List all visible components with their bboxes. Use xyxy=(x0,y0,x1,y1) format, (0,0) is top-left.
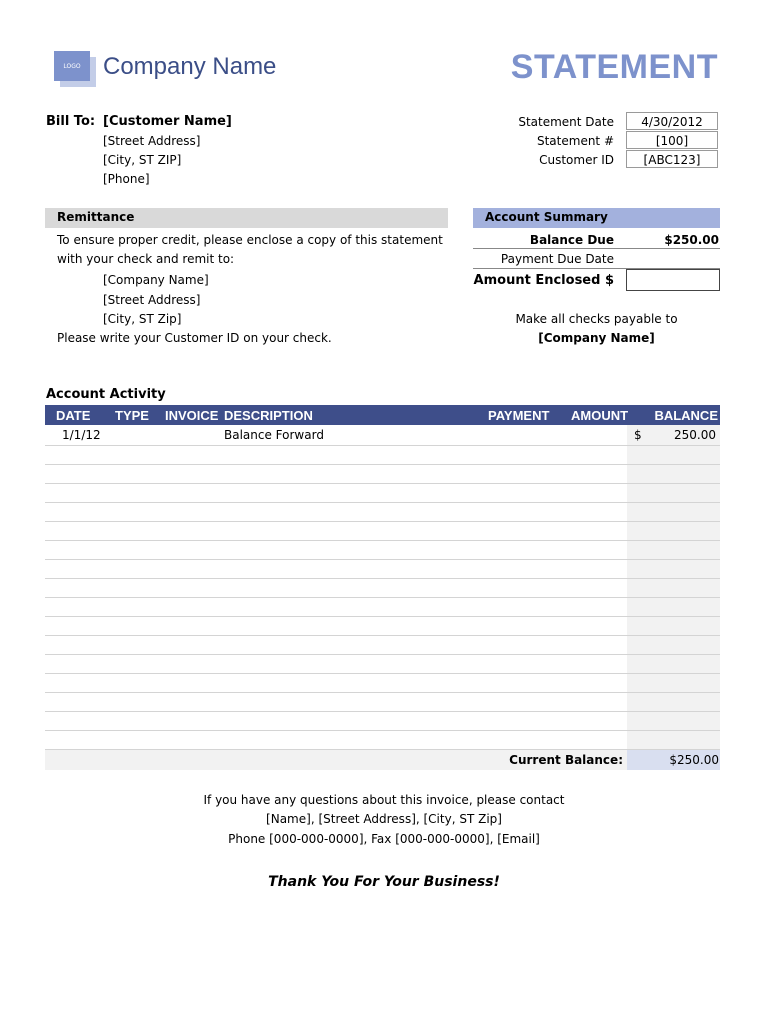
company-name: Company Name xyxy=(103,53,277,80)
balance-due-label: Balance Due xyxy=(529,233,614,247)
current-balance-label: Current Balance: xyxy=(509,753,623,767)
remittance-header xyxy=(45,208,448,228)
thank-you: Thank You For Your Business! xyxy=(268,874,500,890)
logo-icon: LOGO xyxy=(54,51,90,81)
remit-street: [Street Address] xyxy=(103,293,201,307)
amount-enclosed-field[interactable] xyxy=(626,269,720,291)
table-row xyxy=(45,540,720,541)
remittance-title: Remittance xyxy=(57,210,135,224)
statement-number-label: Statement # xyxy=(536,134,614,148)
contact-line3: Phone [000-000-0000], Fax [000-000-0000], [Email] xyxy=(228,832,540,846)
statement-date-label: Statement Date xyxy=(518,115,614,129)
amount-enclosed-label: Amount Enclosed $ xyxy=(473,273,614,288)
table-row xyxy=(45,730,720,731)
table-row xyxy=(45,483,720,484)
table-row xyxy=(45,711,720,712)
customer-street: [Street Address] xyxy=(103,134,201,148)
col-amount: AMOUNT xyxy=(571,408,629,423)
table-row xyxy=(45,559,720,560)
col-payment: PAYMENT xyxy=(488,408,550,423)
table-row xyxy=(45,616,720,617)
customer-name: [Customer Name] xyxy=(103,114,232,129)
table-row xyxy=(45,692,720,693)
col-description: DESCRIPTION xyxy=(224,408,313,423)
payment-due-date-label: Payment Due Date xyxy=(500,252,614,266)
bill-to-label: Bill To: xyxy=(46,114,96,129)
col-date: DATE xyxy=(56,408,91,423)
table-row xyxy=(45,502,720,503)
activity-table-header xyxy=(45,405,720,425)
table-row xyxy=(45,654,720,655)
col-balance: BALANCE xyxy=(654,408,718,423)
payable-name: [Company Name] xyxy=(538,331,655,345)
balance-due-value: $250.00 xyxy=(664,233,719,247)
table-row xyxy=(45,521,720,522)
remit-company: [Company Name] xyxy=(103,273,209,287)
table-row xyxy=(45,635,720,636)
account-activity-title: Account Activity xyxy=(46,387,166,402)
customer-id-field[interactable]: [ABC123] xyxy=(626,150,718,168)
customer-phone: [Phone] xyxy=(103,172,150,186)
table-row xyxy=(45,597,720,598)
contact-line2: [Name], [Street Address], [City, ST Zip] xyxy=(266,812,502,826)
customer-city: [City, ST ZIP] xyxy=(103,153,182,167)
account-summary-header xyxy=(473,208,720,228)
statement-date-field[interactable]: 4/30/2012 xyxy=(626,112,718,130)
row-balance: 250.00 xyxy=(674,428,716,442)
current-balance-value: $250.00 xyxy=(669,753,719,767)
payable-line: Make all checks payable to xyxy=(515,312,678,326)
col-invoice: INVOICE xyxy=(165,408,219,423)
row-date: 1/1/12 xyxy=(62,428,101,442)
row-description: Balance Forward xyxy=(224,428,324,442)
col-type: TYPE xyxy=(115,408,149,423)
table-row xyxy=(45,673,720,674)
page-title: STATEMENT xyxy=(510,48,718,86)
table-row xyxy=(45,445,720,446)
remittance-line2: with your check and remit to: xyxy=(57,252,235,266)
balance-column-shade xyxy=(627,425,720,750)
summary-divider xyxy=(473,248,720,249)
remittance-line1: To ensure proper credit, please enclose a copy of this statement xyxy=(57,233,443,247)
customer-id-label: Customer ID xyxy=(539,153,614,167)
table-row xyxy=(45,578,720,579)
remit-note: Please write your Customer ID on your check. xyxy=(57,331,332,345)
table-row xyxy=(45,464,720,465)
account-summary-title: Account Summary xyxy=(485,210,608,224)
contact-line1: If you have any questions about this invoice, please contact xyxy=(203,793,565,807)
statement-number-field[interactable]: [100] xyxy=(626,131,718,149)
remit-city: [City, ST Zip] xyxy=(103,312,182,326)
row-currency: $ xyxy=(634,428,642,442)
